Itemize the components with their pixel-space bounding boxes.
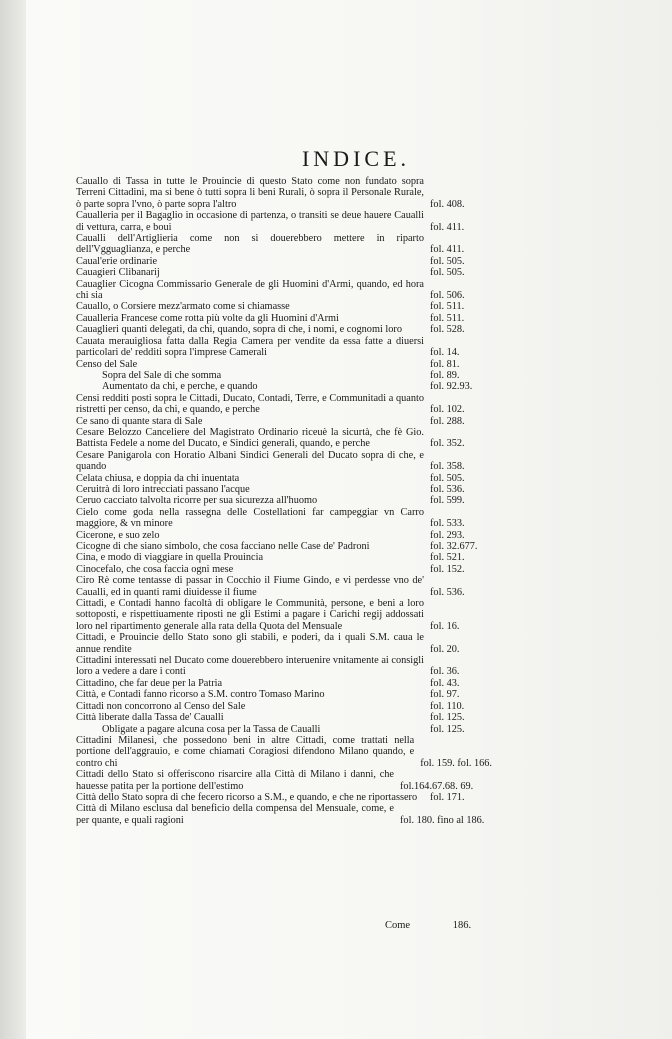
entry-text: Celata chiusa, e doppia da chi inuentata bbox=[76, 472, 240, 484]
entry-text: Censi redditi posti sopra le Cittadi, Ducato, Contadi, Terre, e Communitadi a quanto ristretti per censo, da chi, e quando, e perche bbox=[76, 392, 424, 416]
entry-text: Ceruo cacciato talvolta ricorre per sua sicurezza all'huomo bbox=[76, 495, 318, 507]
entry-folio: fol. 125. bbox=[430, 723, 465, 735]
entry-folio: fol. 89. bbox=[430, 369, 460, 381]
index-entry bbox=[76, 769, 492, 792]
index-entry bbox=[76, 575, 492, 598]
entry-folio: fol. 411. bbox=[430, 221, 465, 233]
index-entry bbox=[76, 530, 492, 541]
entry-folio: fol. 180. fino al 186. bbox=[400, 814, 485, 826]
index-entry bbox=[76, 678, 492, 689]
entry-text: Cittadini Milanesi, che possedono beni in altre Cittadi, come trattati nella portione dell'aggrauio, e come chiamati Coragiosi difendono Milano quando, e contro chi bbox=[76, 734, 415, 769]
entry-folio: fol. 97. bbox=[430, 689, 460, 701]
entry-text: Cesare Belozzo Canceliere del Magistrato Ordinario riceuè la sicurtà, che fè Gio. Battista Fedele a nome del Ducato, e Sindici generali, quando, e perche bbox=[76, 426, 424, 450]
index-entry bbox=[76, 450, 492, 473]
entry-text: Cittadi non concorrono al Censo del Sale bbox=[76, 700, 246, 712]
index-entry bbox=[76, 416, 492, 427]
entry-text: Cittadino, che far deue per la Patria bbox=[76, 677, 223, 689]
index-entry bbox=[76, 393, 492, 416]
index-entry bbox=[76, 598, 492, 632]
index-entry bbox=[76, 210, 492, 233]
entry-folio: fol. 511. bbox=[430, 312, 465, 324]
entry-text: Censo del Sale bbox=[76, 358, 138, 370]
entry-text: Cielo come goda nella rassegna delle Costellationi far campeggiar vn Carro maggiore, & vn minore bbox=[76, 506, 424, 530]
entry-text: Aumentato da chi, e perche, e quando bbox=[102, 381, 258, 393]
index-entry bbox=[76, 301, 492, 312]
entry-text: Città dello Stato sopra di che fecero ricorso a S.M., e quando, e che ne riportassero bbox=[76, 791, 418, 803]
index-entry bbox=[76, 564, 492, 575]
catchword: Come bbox=[385, 920, 411, 931]
index-entry bbox=[76, 336, 492, 359]
entry-folio: fol. 14. bbox=[430, 347, 460, 359]
entry-text: Cittadi dello Stato si offeriscono risarcire alla Città di Milano i danni, che hauesse patita per la portione dell'estimo bbox=[76, 769, 394, 792]
index-entry bbox=[76, 552, 492, 563]
entry-text: Cesare Panigarola con Horatio Albani Sindici Generali del Ducato sopra di che, e quando bbox=[76, 449, 424, 473]
entry-text: Caualli dell'Artiglieria come non si douerebbero mettere in riparto dell'Vgguaglianza, e perche bbox=[76, 233, 424, 256]
entry-folio: fol. 533. bbox=[430, 518, 465, 530]
entry-folio: fol. 352. bbox=[430, 438, 465, 450]
entry-folio: fol. 16. bbox=[430, 620, 460, 632]
entry-text: Caual'erie ordinarie bbox=[76, 255, 158, 267]
entry-folio: fol. 358. bbox=[430, 461, 465, 473]
entry-text: Cittadi, e Contadi hanno facoltà di obligare le Communità, persone, e beni a loro sottoposti, e rispettiuamente riposti ne gli Estimi a pagare i Carichi regij addossati loro nel ripartimento generale alla rata della Quota del Mensuale bbox=[76, 598, 424, 632]
entry-text: Cicogne di che siano simbolo, che cosa facciano nelle Case de' Padroni bbox=[76, 541, 370, 552]
entry-folio: fol. 43. bbox=[430, 677, 460, 689]
entry-folio: fol.164.67.68. 69. bbox=[400, 780, 474, 792]
index-entry bbox=[76, 655, 492, 678]
index-entry bbox=[76, 724, 492, 735]
entry-folio: fol. 293. bbox=[430, 529, 465, 541]
entry-text: Città liberate dalla Tassa de' Caualli bbox=[76, 712, 224, 724]
entry-folio: fol. 36. bbox=[430, 666, 460, 678]
index-entry bbox=[76, 256, 492, 267]
entry-text: Città di Milano esclusa dal beneficio della compensa del Mensuale, come, e per quante, e quali ragioni bbox=[76, 803, 394, 826]
index-entry bbox=[76, 632, 492, 655]
entry-text: Ciro Rè come tentasse di passar in Cocchio il Fiume Gindo, e vi perdesse vno de' Caualli, ed in quanti rami diuidesse il fiume bbox=[76, 575, 424, 598]
entry-text: Cina, e modo di viaggiare in quella Prouincia bbox=[76, 552, 264, 564]
index-entry bbox=[76, 427, 492, 450]
entry-text: Cauagieri Clibanarij bbox=[76, 267, 160, 279]
entry-text: Cauaglier Cicogna Commissario Generale de gli Huomini d'Armi, quando, ed hora chi sia bbox=[76, 278, 424, 302]
entry-folio: fol. 536. bbox=[430, 483, 465, 495]
entry-folio: fol. 505. bbox=[430, 267, 465, 279]
entry-folio: fol. 288. bbox=[430, 415, 465, 427]
entry-folio: fol. 505. bbox=[430, 255, 465, 267]
index-entry bbox=[76, 735, 492, 769]
index-entry bbox=[76, 803, 492, 826]
entry-folio: fol. 92.93. bbox=[430, 381, 473, 393]
entry-text: Cinocefalo, che cosa faccia ogni mese bbox=[76, 563, 234, 575]
entry-text: Ce sano di quante stara di Sale bbox=[76, 415, 203, 427]
entry-text: Cittadini interessati nel Ducato come douerebbero interuenire vnitamente ai consigli loro a vedere a dare i conti bbox=[76, 655, 424, 678]
entry-text: Obligate a pagare alcuna cosa per la Tassa de Caualli bbox=[102, 723, 321, 735]
entry-text: Cauata merauigliosa fatta dalla Regia Camera per vendite da essa fatte a diuersi particolari de' redditi sopra l'imprese Camerali bbox=[76, 335, 424, 359]
entry-folio: fol. 408. bbox=[430, 198, 465, 210]
index-entry bbox=[76, 495, 492, 506]
page-number: 186. bbox=[452, 920, 472, 931]
index-entry bbox=[76, 473, 492, 484]
page-title: INDICE. bbox=[301, 146, 411, 171]
index-entry bbox=[76, 233, 492, 256]
index-entry bbox=[76, 176, 492, 210]
entry-folio: fol. 506. bbox=[430, 290, 465, 302]
index-entry bbox=[76, 267, 492, 278]
entry-folio: fol. 521. bbox=[430, 552, 465, 564]
entry-folio: fol. 536. bbox=[430, 586, 465, 598]
entry-folio: fol. 125. bbox=[430, 712, 465, 724]
index-entries bbox=[76, 176, 492, 826]
index-entry bbox=[76, 324, 492, 335]
entry-folio: fol. 20. bbox=[430, 643, 460, 655]
entry-folio: fol. 32.677. bbox=[430, 541, 478, 552]
index-entry bbox=[76, 484, 492, 495]
index-entry bbox=[76, 381, 492, 392]
entry-text: Città, e Contadi fanno ricorso a S.M. contro Tomaso Marino bbox=[76, 689, 325, 701]
entry-folio: fol. 110. bbox=[430, 700, 465, 712]
entry-folio: fol. 159. fol. 166. bbox=[420, 757, 492, 769]
entry-folio: fol. 528. bbox=[430, 324, 465, 336]
index-entry bbox=[76, 792, 492, 803]
entry-text: Caualleria Francese come rotta più volte da gli Huomini d'Armi bbox=[76, 312, 339, 324]
index-entry bbox=[76, 701, 492, 712]
index-entry bbox=[76, 507, 492, 530]
entry-text: Cicerone, e suo zelo bbox=[76, 529, 160, 541]
index-entry bbox=[76, 712, 492, 723]
entry-text: Cauallo, o Corsiere mezz'armato come si chiamasse bbox=[76, 301, 290, 313]
entry-folio: fol. 102. bbox=[430, 404, 465, 416]
entry-folio: fol. 152. bbox=[430, 563, 465, 575]
entry-folio: fol. 599. bbox=[430, 495, 465, 507]
entry-folio: fol. 81. bbox=[430, 358, 460, 370]
entry-text: Cauaglieri quanti delegati, da chi, quando, sopra di che, i nomi, e cognomi loro bbox=[76, 324, 402, 336]
entry-text: Ceruitrà di loro intrecciati passano l'acque bbox=[76, 483, 250, 495]
index-entry bbox=[76, 279, 492, 302]
entry-text: Cittadi, e Prouincie dello Stato sono gli stabili, e poderi, da i quali S.M. caua le annue rendite bbox=[76, 632, 424, 655]
index-entry bbox=[76, 313, 492, 324]
entry-folio: fol. 511. bbox=[430, 301, 465, 313]
footer bbox=[385, 920, 511, 931]
index-entry bbox=[76, 689, 492, 700]
index-entry bbox=[76, 370, 492, 381]
entry-text: Cauallo di Tassa in tutte le Prouincie di questo Stato come non fundato sopra Terreni Cittadini, ma si bene ò tutti sopra li beni Rurali, ò sopra il Personale Rurale, ò parte sopra l'vno, ò parte sopra l'altro bbox=[76, 176, 424, 210]
entry-folio: fol. 171. bbox=[430, 791, 465, 803]
entry-folio: fol. 505. bbox=[430, 472, 465, 484]
entry-text: Sopra del Sale di che somma bbox=[102, 369, 222, 381]
index-entry bbox=[76, 359, 492, 370]
index-entry bbox=[76, 541, 492, 552]
entry-text: Caualleria per il Bagaglio in occasione di partenza, o transiti se deue hauere Caualli di vettura, carra, e boui bbox=[76, 210, 424, 233]
entry-folio: fol. 411. bbox=[430, 244, 465, 256]
